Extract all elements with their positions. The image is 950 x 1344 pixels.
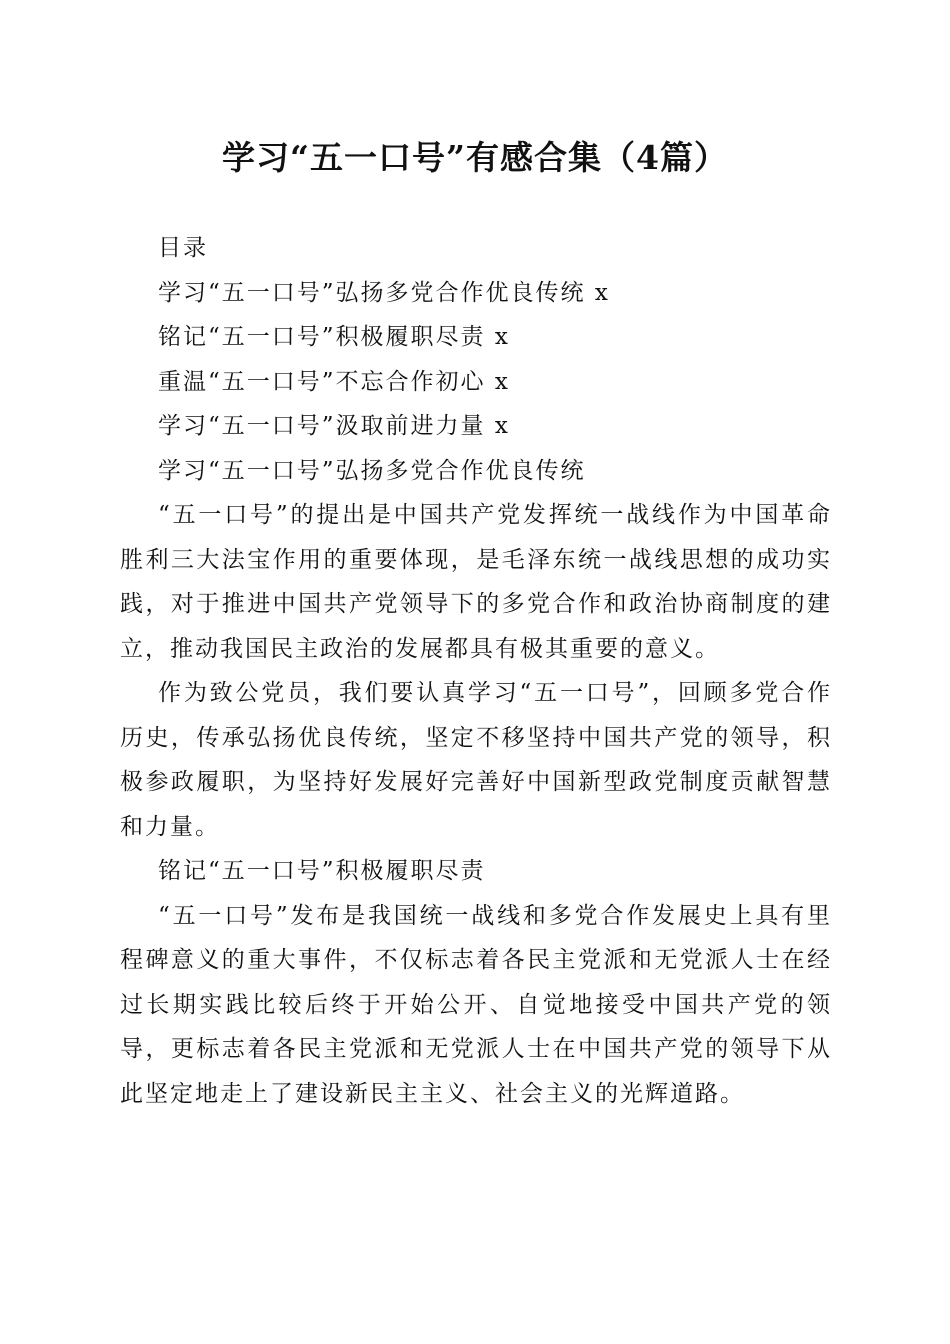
- document-title: 学习“五一口号”有感合集（4篇）: [222, 138, 728, 177]
- section-paragraph: “五一口号”发布是我国统一战线和多党合作发展史上具有里程碑意义的重大事件，不仅标志着各民主党派和无党派人士在经过长期实践比较后终于开始公开、自觉地接受中国共产党的领导，更标志着各民主党派和无党派人士在中国共产党的领导下从此坚定地走上了建设新民主主义、社会主义的光辉道路。: [120, 902, 832, 1107]
- toc-item: 铭记“五一口号”积极履职尽责 x: [158, 324, 510, 350]
- toc-item: 重温“五一口号”不忘合作初心 x: [158, 368, 510, 395]
- section-paragraph: “五一口号”的提出是中国共产党发挥统一战线作为中国革命胜利三大法宝作用的重要体现，是毛泽东统一战线思想的成功实践，对于推进中国共产党领导下的多党合作和政治协商制度的建立，推动我国民主政治的发展都具有极其重要的意义。: [120, 502, 832, 662]
- section-heading: 铭记“五一口号”积极履职尽责: [158, 858, 486, 884]
- toc-heading: 目录: [158, 235, 208, 261]
- toc-item: 学习“五一口号”汲取前进力量 x: [158, 413, 510, 439]
- document-body: [120, 226, 832, 1116]
- section-paragraph: 作为致公党员，我们要认真学习“五一口号”，回顾多党合作历史，传承弘扬优良传统，坚定不移坚持中国共产党的领导，积极参政履职，为坚持好发展好完善好中国新型政党制度贡献智慧和力量。: [120, 680, 832, 840]
- toc-item: 学习“五一口号”弘扬多党合作优良传统 x: [158, 279, 610, 306]
- section-heading: 学习“五一口号”弘扬多党合作优良传统: [158, 457, 586, 484]
